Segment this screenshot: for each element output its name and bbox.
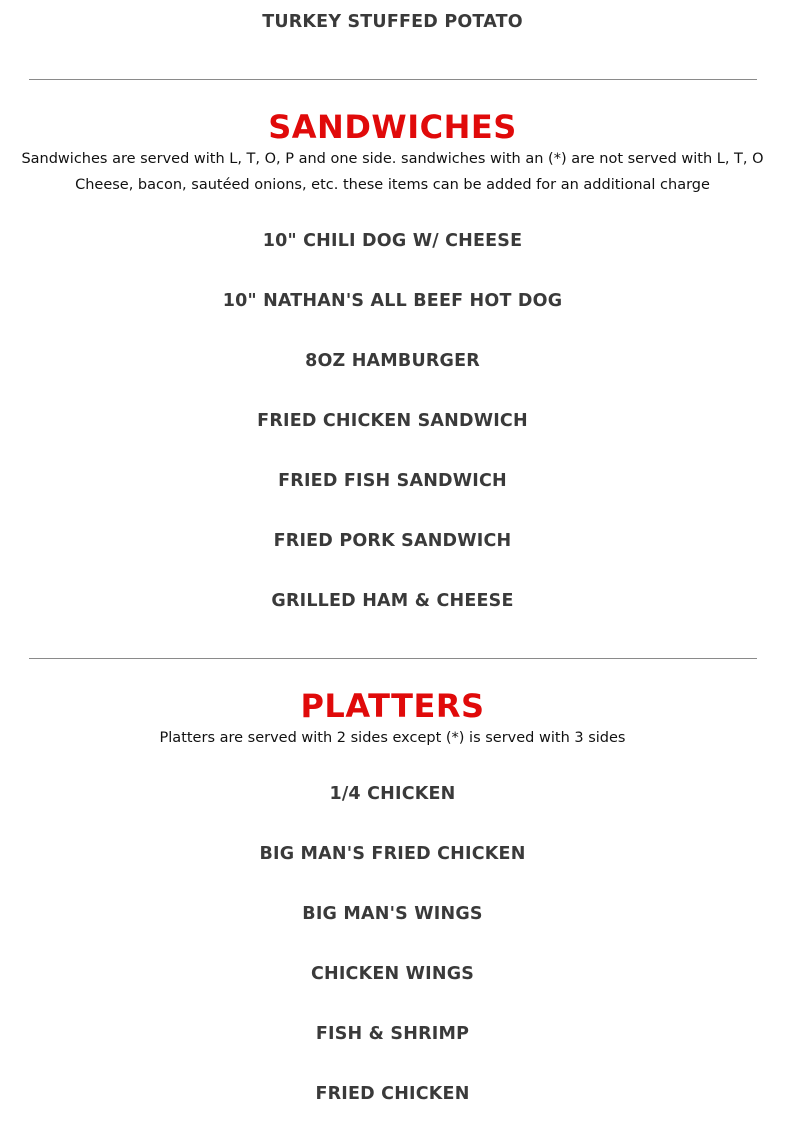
- section-divider: [29, 658, 757, 659]
- menu-item: CHICKEN WINGS: [310, 964, 475, 984]
- sandwiches-note-line-1: Sandwiches are served with L, T, O, P and one side. sandwiches with an (*) are not served with L, T, O: [21, 151, 764, 167]
- menu-item: FRIED FISH SANDWICH: [278, 471, 507, 491]
- menu-item: FRIED CHICKEN: [315, 1084, 470, 1104]
- menu-item: 1/4 CHICKEN: [329, 784, 456, 804]
- menu-item: BIG MAN'S FRIED CHICKEN: [259, 844, 526, 864]
- section-divider: [29, 79, 757, 80]
- menu-item: 10" NATHAN'S ALL BEEF HOT DOG: [222, 291, 563, 311]
- menu-item: FISH & SHRIMP: [315, 1024, 470, 1044]
- platters-note: Platters are served with 2 sides except (*) is served with 3 sides: [159, 730, 626, 746]
- menu-item: FRIED PORK SANDWICH: [273, 531, 512, 551]
- sandwiches-section-title: SANDWICHES: [268, 108, 517, 146]
- menu-item: GRILLED HAM & CHEESE: [271, 591, 514, 611]
- menu-item: BIG MAN'S WINGS: [302, 904, 483, 924]
- menu-item: 8OZ HAMBURGER: [305, 351, 480, 371]
- menu-item: 10" CHILI DOG W/ CHEESE: [262, 231, 523, 251]
- platters-section-title: PLATTERS: [300, 687, 485, 725]
- sandwiches-note-line-2: Cheese, bacon, sautéed onions, etc. these items can be added for an additional charge: [75, 177, 710, 193]
- menu-item: FRIED CHICKEN SANDWICH: [257, 411, 528, 431]
- menu-item-turkey-stuffed-potato: TURKEY STUFFED POTATO: [262, 12, 523, 32]
